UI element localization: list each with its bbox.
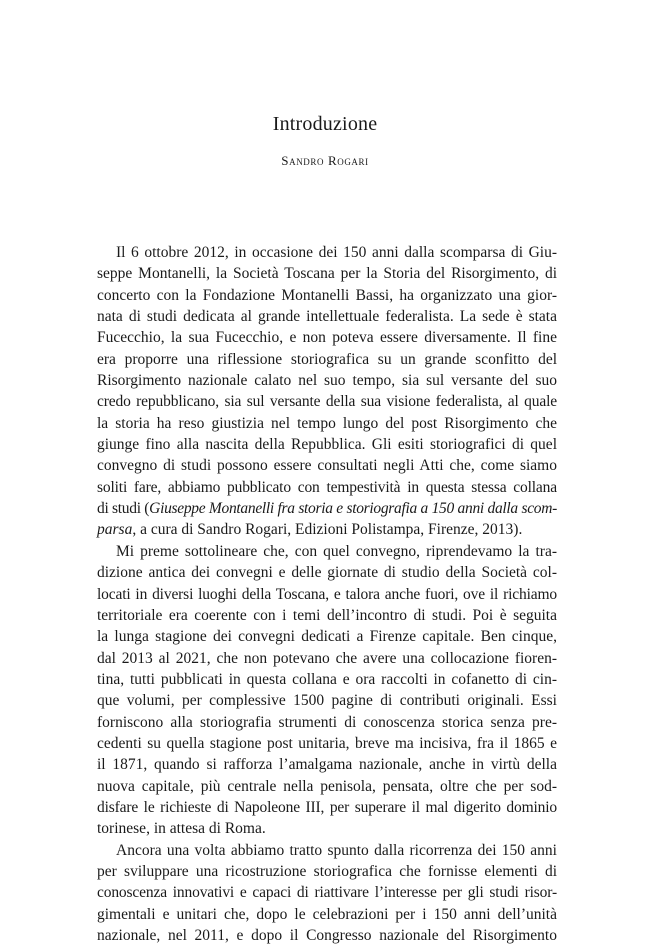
text-line: tina, tutti pubblicati in questa collana e ora raccolti in cofanetto di cin-: [97, 670, 557, 688]
text-fragment: , a cura di Sandro Rogari, Edizioni Polistampa, Firenze, 2013).: [132, 521, 523, 539]
text-line: la lunga stagione dei convegni dedicati a Firenze capitale. Ben cinque,: [97, 628, 557, 646]
page-title: Introduzione: [272, 113, 378, 135]
text-line: gimentali e unitari che, dopo le celebrazioni per i 150 anni dell’unità: [97, 905, 557, 923]
text-line: soliti fare, abbiamo pubblicato con tempestività in questa stessa collana: [97, 478, 557, 496]
text-line: que volumi, per complessive 1500 pagine di contributi originali. Essi: [97, 692, 557, 710]
text-line: il 1871, quando si rafforza l’amalgama nazionale, anche in virtù della: [97, 756, 557, 774]
text-line: convegno di studi possono essere consultati negli Atti che, come siamo: [97, 457, 557, 475]
text-line: dizione antica dei convegni e delle giornate di studio della Società col-: [97, 564, 557, 582]
text-line: giunge fino alla nascita della Repubblica. Gli esiti storiografici di quel: [97, 436, 557, 454]
text-line: nata di studi dedicata al grande intellettuale federalista. La sede è stata: [97, 308, 557, 326]
text-line: Fucecchio, la sua Fucecchio, e non poteva essere diversamente. Il fine: [97, 329, 557, 347]
text-line: torinese, in attesa di Roma.: [97, 820, 266, 838]
text-line: Risorgimento nazionale calato nel suo tempo, sia sul versante del suo: [97, 372, 557, 390]
text-line: disfare le richieste di Napoleone III, per superare il mal digerito dominio: [97, 798, 557, 816]
text-line: conoscenza innovativi e capaci di riattivare l’interesse per gli studi risor-: [97, 884, 557, 902]
text-line: territoriale era coerente con i temi dell’incontro di studi. Poi è seguita: [97, 606, 557, 624]
book-title-italic: parsa: [97, 521, 133, 539]
text-line: nuova capitale, più centrale nella penisola, pensata, oltre che per sod-: [97, 777, 557, 795]
author-name: Sandro Rogari: [281, 153, 369, 168]
text-line: nazionale, nel 2011, e dopo il Congresso nazionale del Risorgimento: [97, 927, 557, 944]
text-line: forniscono alla storiografia strumenti di conoscenza storica senza pre-: [97, 713, 557, 731]
text-line: Mi preme sottolineare che, con quel convegno, riprendevamo la tra-: [116, 542, 557, 560]
text-line: credo repubblicano, sia sul versante della sua visione federalista, al quale: [97, 393, 557, 411]
text-line: la storia ha reso giustizia nel tempo lungo del post Risorgimento che: [97, 414, 557, 432]
text-line: concerto con la Fondazione Montanelli Bassi, ha organizzato una gior-: [97, 286, 557, 304]
text-line: era proporre una riflessione storiografica su un grande sconfitto del: [97, 350, 557, 368]
text-line: cedenti su quella stagione post unitaria, breve ma incisiva, fra il 1865 e: [97, 734, 557, 752]
text-line: dal 2013 al 2021, che non potevano che avere una collocazione fioren-: [97, 649, 557, 667]
text-line: [97, 498, 557, 519]
text-fragment: di studi (: [97, 500, 150, 518]
text-line: per sviluppare una ricostruzione storiografica che fornisse elementi di: [97, 862, 557, 880]
text-line: Il 6 ottobre 2012, in occasione dei 150 anni dalla scomparsa di Giu-: [116, 244, 557, 261]
text-line: locati in diversi luoghi della Toscana, e talora anche fuori, ove il richiamo: [97, 585, 557, 603]
text-line: seppe Montanelli, la Società Toscana per la Storia del Risorgimento, di: [97, 265, 557, 283]
book-title-italic: Giuseppe Montanelli fra storia e storiografia a 150 anni dalla scom-: [149, 500, 557, 518]
text-line: Ancora una volta abbiamo tratto spunto dalla ricorrenza dei 150 anni: [116, 841, 557, 859]
text-line: [97, 519, 557, 540]
body-text: [97, 242, 557, 946]
